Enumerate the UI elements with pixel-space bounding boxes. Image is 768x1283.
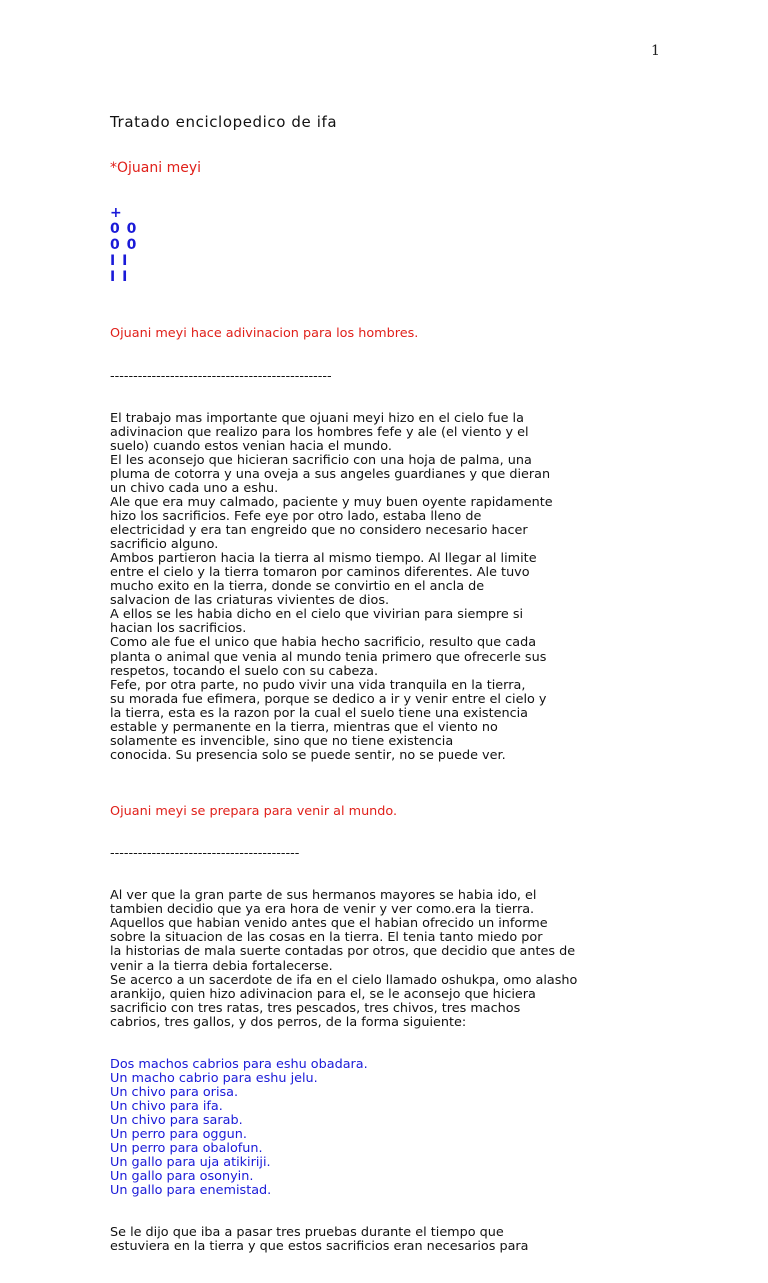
text-line: Aquellos que habian venido antes que el habian ofrecido un informe [110, 916, 548, 932]
text-line: Se le dijo que iba a pasar tres pruebas durante el tiempo que [110, 1225, 504, 1241]
text-line: electricidad y era tan engreido que no considero necesario hacer [110, 523, 528, 539]
text-line: sacrificio con tres ratas, tres pescados, tres chivos, tres machos [110, 1000, 521, 1016]
text-line: venir a la tierra debia fortalecerse. [110, 958, 333, 974]
text-line: entre el cielo y la tierra tomaron por caminos diferentes. Ale tuvo [110, 565, 530, 581]
text-line: sobre la situacion de las cosas en la tierra. El tenia tanto miedo por [110, 930, 543, 946]
text-line: planta o animal que venia al mundo tenia primero que ofrecerle sus [110, 649, 547, 665]
section2-closing-text [110, 1226, 750, 1254]
text-line: respetos, tocando el suelo con su cabeza. [110, 663, 379, 679]
text-line: El trabajo mas importante que ojuani meyi hizo en el cielo fue la [110, 410, 524, 426]
sign-glyph-row: I I [110, 253, 129, 270]
text-line: adivinacion que realizo para los hombres fefe y ale (el viento y el [110, 424, 529, 440]
text-line: la historias de mala suerte contadas por otros, que decidio que antes de [110, 944, 576, 960]
offering-item: Un chivo para ifa. [110, 1099, 223, 1114]
sign-name: *Ojuani meyi [110, 160, 201, 177]
section1-text [110, 412, 750, 763]
offering-item: Un chivo para orisa. [110, 1084, 239, 1100]
text-line: A ellos se les habia dicho en el cielo que vivirian para siempre si [110, 607, 524, 623]
text-line: conocida. Su presencia solo se puede sentir, no se puede ver. [110, 747, 506, 763]
text-line: tambien decidio que ya era hora de venir y ver como.era la tierra. [110, 902, 535, 918]
text-line: El les aconsejo que hicieran sacrificio con una hoja de palma, una [110, 452, 532, 468]
text-line: Ale que era muy calmado, paciente y muy buen oyente rapidamente [110, 494, 553, 510]
text-line: arankijo, quien hizo adivinacion para el, se le aconsejo que hiciera [110, 986, 536, 1002]
text-line: Fefe, por otra parte, no pudo vivir una vida tranquila en la tierra, [110, 677, 526, 693]
sign-glyph-row: I I [110, 269, 129, 286]
text-line: Ambos partieron hacia la tierra al mismo tiempo. Al llegar al limite [110, 551, 537, 567]
offering-item: Un chivo para sarab. [110, 1113, 243, 1129]
offering-item: Un perro para obalofun. [110, 1141, 263, 1157]
sign-glyph [110, 205, 750, 285]
text-line: la tierra, esta es la razon por la cual el suelo tiene una existencia [110, 705, 529, 721]
text-line: salvacion de las criaturas vivientes de dios. [110, 593, 390, 609]
text-line: estable y permanente en la tierra, mientras que el viento no [110, 719, 498, 735]
text-line: hacian los sacrificios. [110, 621, 247, 637]
section1-heading: Ojuani meyi hace adivinacion para los hombres. [110, 326, 419, 342]
section2-divider: ----------------------------------------- [110, 846, 300, 862]
offerings-list [110, 1058, 750, 1198]
offering-item: Dos machos cabrios para eshu obadara. [110, 1056, 368, 1072]
text-line: Se acerco a un sacerdote de ifa en el cielo llamado oshukpa, omo alasho [110, 972, 578, 988]
page-number: 1 [651, 43, 660, 59]
text-line: sacrificio alguno. [110, 537, 219, 553]
offering-item: Un perro para oggun. [110, 1127, 247, 1143]
text-line: estuviera en la tierra y que estos sacrificios eran necesarios para [110, 1239, 529, 1255]
offering-item: Un macho cabrio para eshu jelu. [110, 1070, 318, 1086]
text-line: Al ver que la gran parte de sus hermanos mayores se habia ido, el [110, 888, 537, 904]
sign-glyph-row: + [110, 205, 123, 222]
text-line: cabrios, tres gallos, y dos perros, de la forma siguiente: [110, 1014, 467, 1030]
text-line: Como ale fue el unico que habia hecho sacrificio, resulto que cada [110, 635, 537, 651]
document-body [110, 84, 750, 1283]
text-line: un chivo cada uno a eshu. [110, 480, 279, 496]
sign-glyph-row: 0 0 [110, 237, 138, 254]
section2-text [110, 889, 750, 1029]
offering-item: Un gallo para uja atikiriji. [110, 1155, 271, 1171]
offering-item: Un gallo para osonyin. [110, 1169, 254, 1185]
sign-glyph-row: 0 0 [110, 221, 138, 238]
text-line: mucho exito en la tierra, donde se convirtio en el ancla de [110, 579, 485, 595]
text-line: hizo los sacrificios. Fefe eye por otro lado, estaba lleno de [110, 509, 482, 525]
text-line: su morada fue efimera, porque se dedico a ir y venir entre el cielo y [110, 691, 547, 707]
document-title: Tratado enciclopedico de ifa [110, 113, 338, 132]
section1-divider: ------------------------------------------------ [110, 368, 332, 384]
text-line: solamente es invencible, sino que no tiene existencia [110, 733, 454, 749]
section2-heading: Ojuani meyi se prepara para venir al mundo. [110, 804, 398, 820]
text-line: pluma de cotorra y una oveja a sus angeles guardianes y que dieran [110, 466, 551, 482]
offering-item: Un gallo para enemistad. [110, 1183, 272, 1199]
text-line: suelo) cuando estos venian hacia el mundo. [110, 438, 392, 454]
